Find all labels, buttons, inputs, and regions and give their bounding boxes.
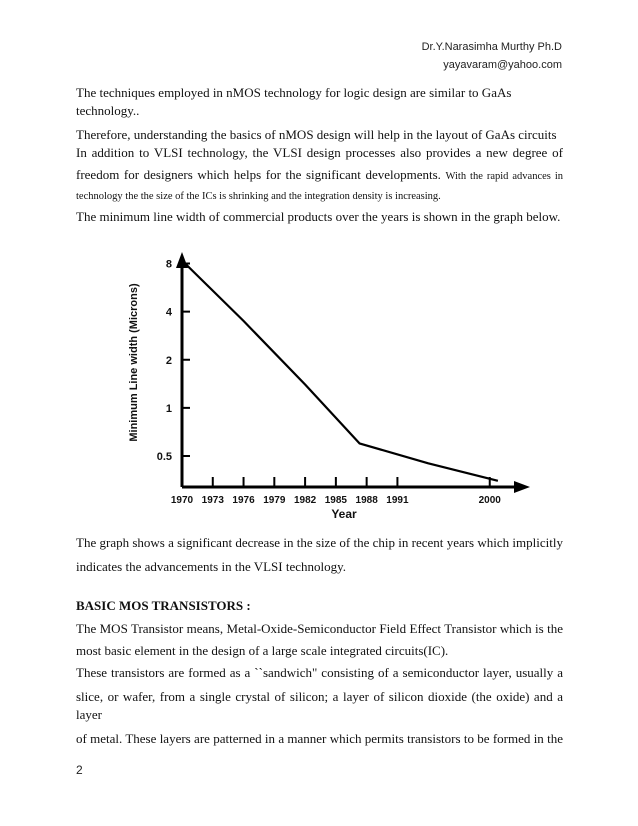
paragraph-line: These transistors are formed as a ``sandwich" consisting of a semiconductor layer, usually a <box>76 665 563 680</box>
paragraph-line: technology the the size of the ICs is shrinking and the integration density is increasing. <box>76 191 441 202</box>
x-tick-label: 2000 <box>478 495 501 506</box>
chart-plot <box>128 252 530 521</box>
paragraph-line: indicates the advancements in the VLSI technology. <box>76 559 347 574</box>
paragraph-line: The MOS Transistor means, Metal-Oxide-Semiconductor Field Effect Transistor which is the <box>76 621 563 636</box>
paragraph-line: most basic element in the design of a large scale integrated circuits(IC). <box>76 643 449 658</box>
y-tick-label: 2 <box>165 354 172 367</box>
line-width-chart <box>118 246 540 524</box>
y-tick-label: 1 <box>165 402 172 415</box>
paragraph-line: of metal. These layers are patterned in a manner which permits transistors to be formed in the <box>76 731 563 746</box>
paragraph-line: The graph shows a significant decrease in the size of the chip in recent years which implicitly <box>76 535 563 550</box>
paragraph-line: Therefore, understanding the basics of nMOS design will help in the layout of GaAs circuits <box>76 127 557 142</box>
y-tick-label: 4 <box>165 306 172 319</box>
x-tick-label: 1982 <box>293 495 317 506</box>
paragraph-line: The techniques employed in nMOS technology for logic design are similar to GaAs technology.. <box>76 85 512 118</box>
author-email: yayavaram@yahoo.com <box>443 59 562 71</box>
paragraph-graph-summary <box>76 534 563 576</box>
x-tick-label: 1973 <box>201 495 224 506</box>
x-tick-label: 1985 <box>324 495 347 506</box>
x-tick-label: 1988 <box>355 495 378 506</box>
x-tick-label: 1970 <box>170 495 194 506</box>
paragraph-line: In addition to VLSI technology, the VLSI design processes also provides a new degree of <box>76 145 563 160</box>
x-tick-label: 1991 <box>386 495 409 506</box>
paragraph-nmos <box>76 84 563 144</box>
paragraph-vlsi <box>76 144 563 226</box>
series-line <box>185 264 498 481</box>
paragraph-mos-definition <box>76 620 563 748</box>
page-number: 2 <box>76 763 83 777</box>
section-heading: BASIC MOS TRANSISTORS : <box>76 598 251 613</box>
x-axis-title: Year <box>331 507 357 521</box>
page-header <box>422 38 562 74</box>
author-name: Dr.Y.Narasimha Murthy Ph.D <box>421 41 562 53</box>
paragraph-fragment: With the rapid advances in <box>445 171 563 182</box>
y-tick-label: 8 <box>165 258 172 271</box>
y-axis-title: Minimum Line width (Microns) <box>128 283 140 442</box>
paragraph-line <box>76 166 563 186</box>
paragraph-line: The minimum line width of commercial products over the years is shown in the graph below. <box>76 209 561 224</box>
y-tick-label: 0.5 <box>156 451 172 464</box>
paragraph-fragment: freedom for designers which helps for the significant developments. <box>76 167 441 182</box>
paragraph-line: slice, or wafer, from a single crystal of silicon; a layer of silicon dioxide (the oxide) and a layer <box>76 689 563 722</box>
x-tick-label: 1979 <box>263 495 286 506</box>
x-axis-arrow <box>514 481 530 493</box>
x-tick-label: 1976 <box>232 495 255 506</box>
